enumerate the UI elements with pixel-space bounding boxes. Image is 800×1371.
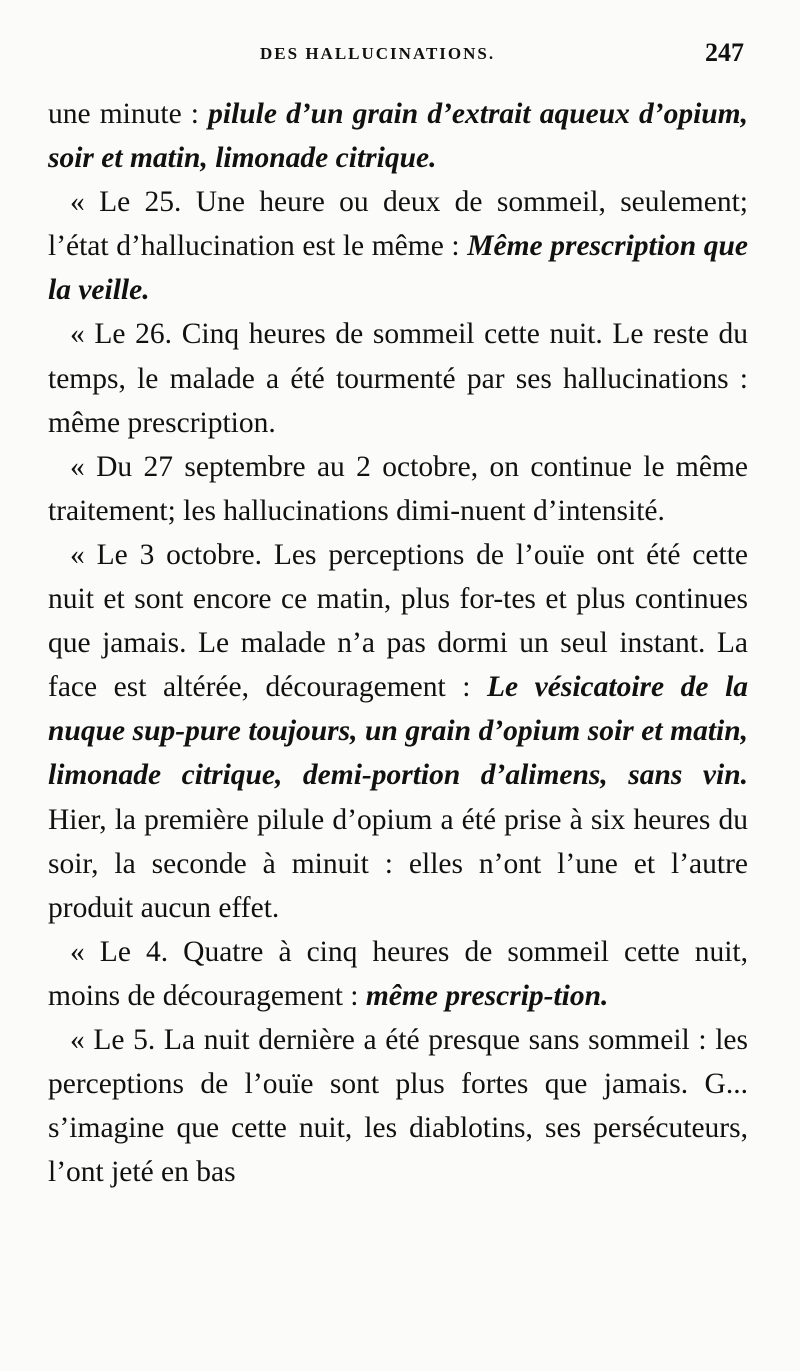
text-run: « Le 4. Quatre à cinq heures de sommeil cette nuit, moins de découragement : — [48, 935, 748, 1012]
running-head — [48, 38, 748, 74]
text-run: Hier, la première pilule d’opium a été prise à six heures du soir, la seconde à minuit : elles n’ont l’une et l’autre produit aucun effet. — [48, 803, 748, 924]
paragraph-2 — [48, 180, 748, 312]
page-number: 247 — [705, 38, 744, 67]
italic-run: Le vésicatoire de la nuque sup-pure toujours, un grain d’opium soir et matin, limonade citrique, demi-portion d’alimens, sans vin. — [48, 671, 749, 792]
italic-run: pilule d’un grain d’extrait aqueux d’opium, soir et matin, limonade citrique. — [48, 98, 748, 175]
text-run: « Du 27 septembre au 2 octobre, on continue le même traitement; les hallucinations dimi-nuent d’intensité. — [48, 450, 748, 527]
text-run: « Le 5. La nuit dernière a été presque sans sommeil : les perceptions de l’ouïe sont plus fortes que jamais. G... s’imagine que cette nuit, les diablotins, ses persécuteurs, l’ont jeté en bas — [48, 1023, 748, 1189]
running-title: DES HALLUCINATIONS. — [260, 44, 496, 63]
italic-run: même prescrip-tion. — [365, 979, 609, 1012]
paragraph-5 — [48, 533, 748, 930]
text-run: « Le 26. Cinq heures de sommeil cette nuit. Le reste du temps, le malade a été tourmenté par ses hallucinations : même prescription. — [48, 318, 748, 439]
paragraph-1 — [48, 92, 748, 180]
paragraph-7 — [48, 1018, 748, 1194]
text-run: une minute : — [48, 98, 209, 130]
paragraph-6 — [48, 930, 748, 1018]
text-run: « Le 25. Une heure ou deux de sommeil, seulement; l’état d’hallucination est le même : — [48, 186, 748, 263]
paragraph-4 — [48, 445, 748, 533]
text-run: « Le 3 octobre. Les perceptions de l’ouïe ont été cette nuit et sont encore ce matin, plus for-tes et plus continues que jamais. Le malade n’a pas dormi un seul instant. La face est altérée, découragement : — [48, 538, 748, 704]
italic-run: Même prescription que la veille. — [48, 230, 748, 307]
paragraph-3 — [48, 312, 748, 444]
body-text — [48, 92, 748, 1194]
